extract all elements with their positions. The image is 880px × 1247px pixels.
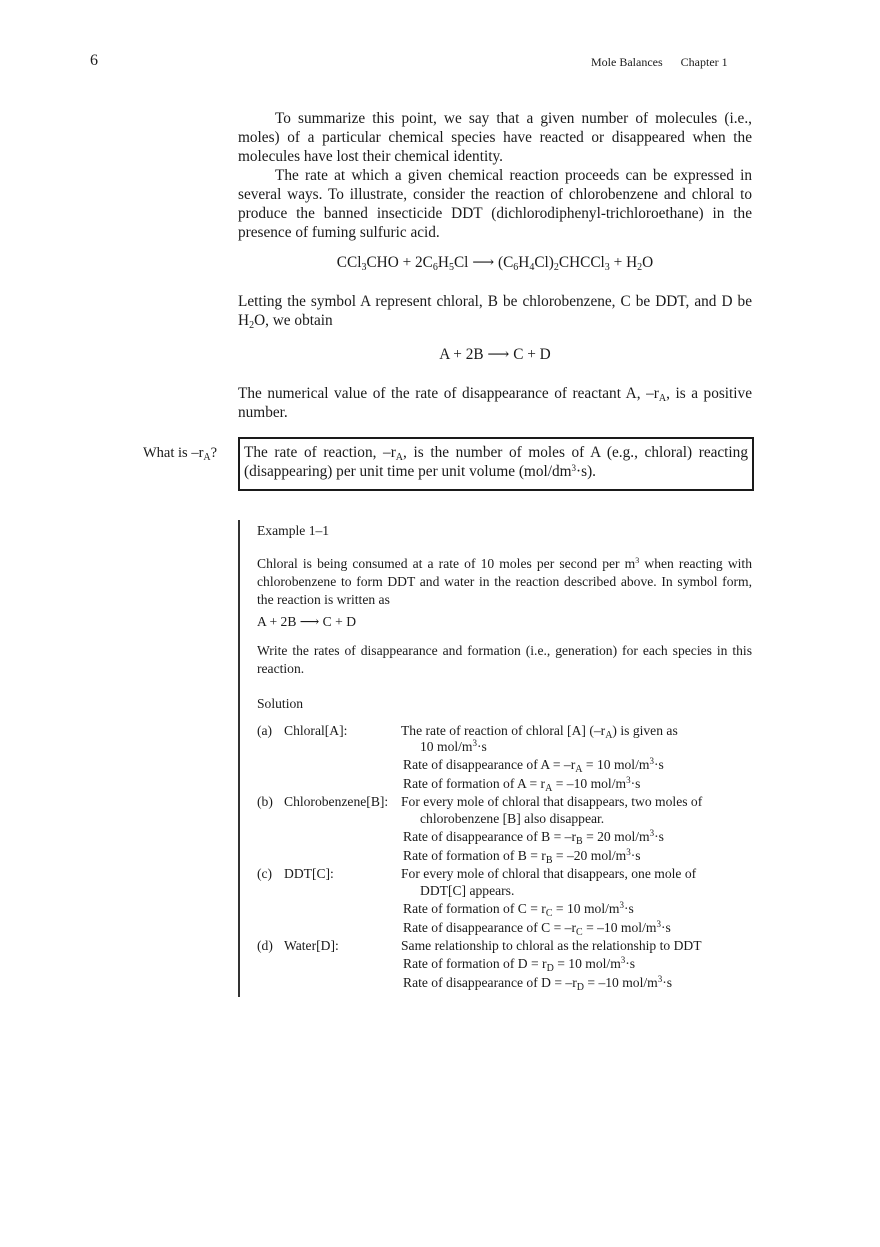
margin-note: What is $-r_A$? <box>143 445 218 463</box>
paragraph-summary: To summarize this point, we say that a given number of molecules (i.e., moles) of a particular chemical species have reacted or disappeared when the molecules have lost their chemical identity. <box>238 110 752 165</box>
page-number: 6 <box>90 52 98 69</box>
part-equation-2: Rate of formation of $B = r_B = -20$ mol/$m^3\cdot s$ <box>403 847 641 866</box>
part-statement-continued: 10 mol/$m^3\cdot s$ <box>420 738 487 754</box>
part-species: Chlorobenzene[B]: <box>284 794 389 809</box>
running-header <box>591 55 728 70</box>
part-statement: For every mole of chloral that disappears, two moles of <box>401 794 703 809</box>
equation-ddt-synthesis: $CCl_3CHO + 2C_6H_5Cl$ ⟶ $(C_6H_4Cl)_2CHCCl_3 + H_2O$ <box>336 254 654 273</box>
part-species: Water[D]: <box>284 938 339 953</box>
example-side-rule <box>238 520 240 997</box>
part-letter: (b) <box>257 794 273 809</box>
part-equation-1: Rate of disappearance of $B = -r_B = 20$ mol/$m^3\cdot s$ <box>403 828 664 847</box>
part-equation-2: Rate of disappearance of $D = -r_D = -10$ mol/$m^3\cdot s$ <box>403 974 673 993</box>
paragraph-symbols: Letting the symbol A represent chloral, B be chlorobenzene, C be DDT, and D be $H_2O$, we obtain <box>238 293 752 331</box>
part-statement-continued: chlorobenzene [B] also disappear. <box>420 811 605 826</box>
example-problem: Chloral is being consumed at a rate of 10 moles per second per $m^3$ when reacting with chlorobenzene to form DDT and water in the reaction described above. In symbol form, the reaction is written as <box>257 556 752 607</box>
example-question: Write the rates of disappearance and formation (i.e., generation) for each species in this reaction. <box>257 643 752 676</box>
part-statement-continued: DDT[C] appears. <box>420 883 515 898</box>
definition-box: The rate of reaction, $-r_A$, is the number of moles of A (e.g., chloral) reacting (disappearing) per unit time per unit volume $(mol/dm^3\cdot s)$. <box>238 437 754 491</box>
chapter-label: Chapter 1 <box>680 55 728 69</box>
part-species: Chloral[A]: <box>284 723 348 738</box>
part-species: DDT[C]: <box>284 866 334 881</box>
part-letter: (d) <box>257 938 273 953</box>
part-equation-2: Rate of formation of $A = r_A = -10$ mol/$m^3\cdot s$ <box>403 775 641 794</box>
part-statement: Same relationship to chloral as the relationship to DDT <box>401 938 702 953</box>
part-letter: (a) <box>257 723 273 738</box>
part-equation-1: Rate of disappearance of $A = -r_A = 10$ mol/$m^3\cdot s$ <box>403 756 664 775</box>
example-title: Example 1–1 <box>257 523 330 538</box>
part-statement: The rate of reaction of chloral [A] $(-r_A)$ is given as <box>401 723 678 741</box>
paragraph-positive-rate: The numerical value of the rate of disappearance of reactant A, $-r_A$, is a positive number. <box>238 385 752 421</box>
paragraph-rate-intro: The rate at which a given chemical reaction proceeds can be expressed in several ways. To illustrate, consider the reaction of chlorobenzene and chloral to produce the banned insecticide DDT (dichlorodiphenyl-trichloroethane) in the presence of fuming sulfuric acid. <box>238 167 752 241</box>
equation-symbolic: A + 2B ⟶ C + D <box>439 346 551 363</box>
solution-label: Solution <box>257 696 304 711</box>
part-letter: (c) <box>257 866 273 881</box>
part-statement: For every mole of chloral that disappears, one mole of <box>401 866 697 881</box>
section-title: Mole Balances <box>591 55 663 69</box>
example-equation: A + 2B ⟶ C + D <box>257 614 357 629</box>
part-equation-1: Rate of formation of $D = r_D = 10$ mol/$m^3\cdot s$ <box>403 955 636 974</box>
part-equation-1: Rate of formation of $C = r_C = 10$ mol/$m^3\cdot s$ <box>403 900 634 919</box>
part-equation-2: Rate of disappearance of $C = -r_C = -10$ mol/$m^3\cdot s$ <box>403 919 671 938</box>
